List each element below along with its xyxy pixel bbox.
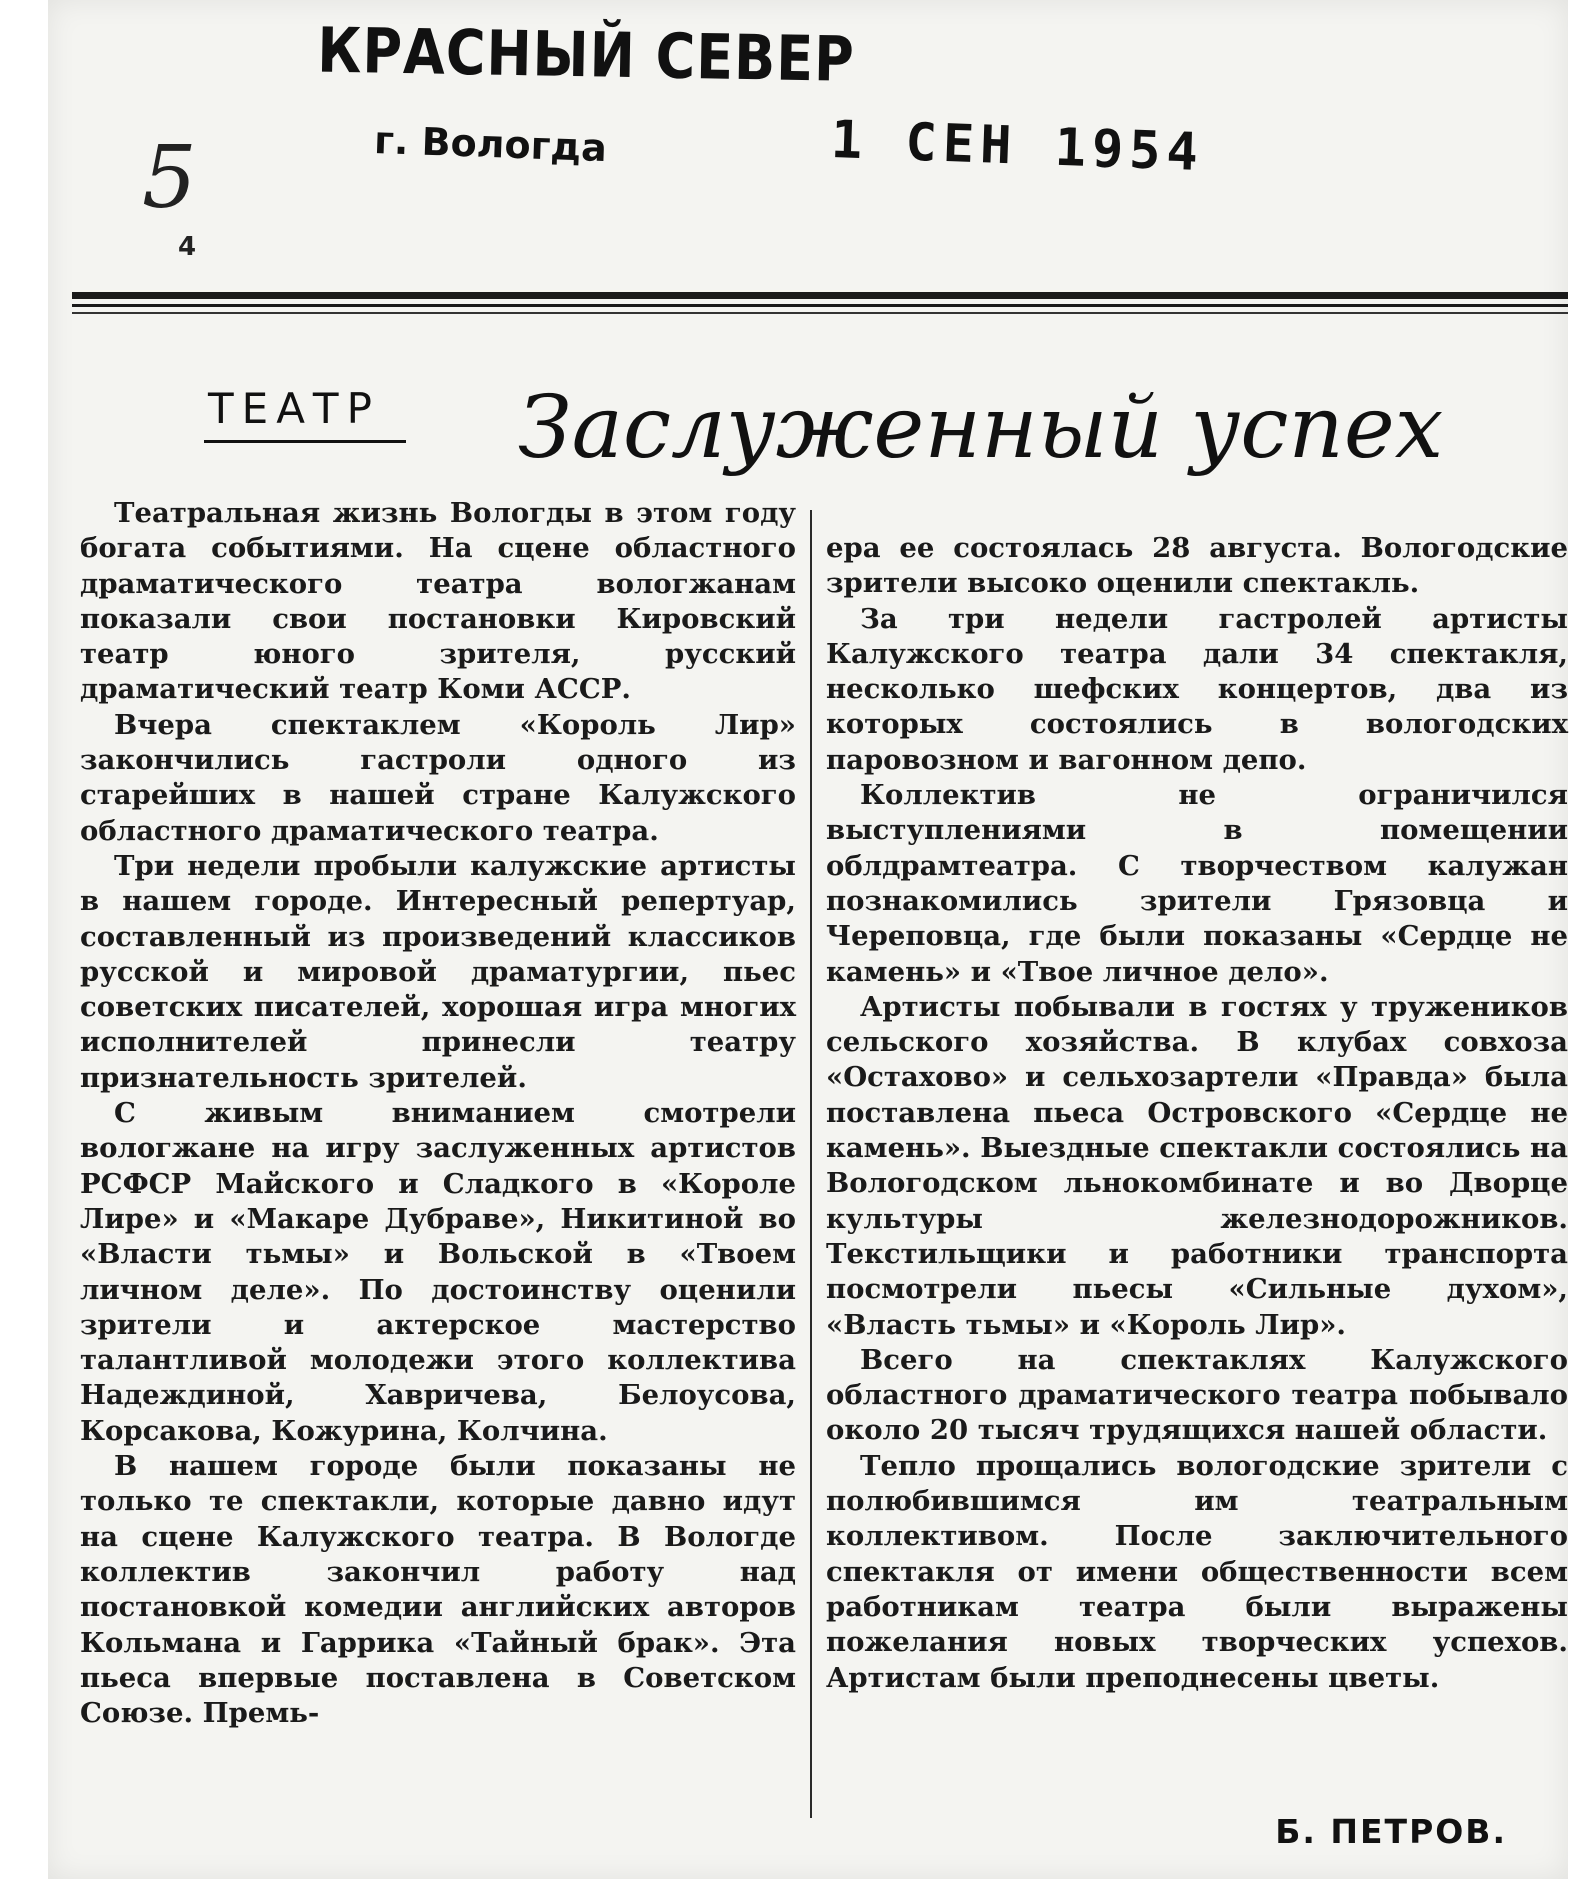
- article-paragraph: Театральная жизнь Вологды в этом году богата событиями. На сцене областного драматического театра вологжанам показали свои постановки Кировский театр юного зрителя, русский драматический театр Коми АССР.: [80, 497, 796, 706]
- article-paragraph: ера ее состоялась 28 августа. Вологодские зрители высоко оценили спектакль.: [826, 532, 1568, 600]
- rubric-label: ТЕАТР: [208, 384, 380, 433]
- article-paragraph: В нашем городе были показаны не только те спектакли, которые давно идут на сцене Калужского театра. В Вологде коллектив закончил работу над постановкой комедии английских авторов Кольмана и Гаррика «Тайный брак». Эта пьеса впервые поставлена в Советском Союзе. Премь-: [80, 1450, 796, 1730]
- article-column-right: [826, 531, 1568, 1696]
- article-headline: Заслуженный успех: [518, 378, 1444, 478]
- article-paragraph: Вчера спектаклем «Король Лир» закончились гастроли одного из старейших в нашей стране Калужского областного драматического театра.: [80, 708, 796, 847]
- header-rule-thin: [72, 304, 1568, 307]
- city-stamp: г. Вологда: [373, 118, 608, 171]
- header-rule: [72, 292, 1568, 299]
- rubric-underline: [204, 440, 406, 443]
- article-paragraph: Три недели пробыли калужские артисты в нашем городе. Интересный репертуар, составленный из произведений классиков русской и мировой драматургии, пьес советских писателей, хорошая игра многих исполнителей принесли театру признательность зрителей.: [80, 849, 796, 1094]
- article-paragraph: Артисты побывали в гостях у тружеников сельского хозяйства. В клубах совхоза «Остахово» и сельхозартели «Правда» была поставлена пьеса Островского «Сердце не камень». Выездные спектакли состоялись на Вологодском льнокомбинате и во Дворце культуры железнодорожников. Текстильщики и работники транспорта посмотрели пьесы «Сильные духом», «Власть тьмы» и «Король Лир».: [826, 990, 1568, 1341]
- article-paragraph: За три недели гастролей артисты Калужского театра дали 34 спектакля, несколько шефских концертов, два из которых состоялись в вологодских паровозном и вагонном депо.: [826, 602, 1568, 776]
- header-rule-thin-lower: [72, 312, 1568, 314]
- article-paragraph: Тепло прощались вологодские зрители с полюбившимся им театральным коллективом. После заключительного спектакля от имени общественности всем работникам театра были выражены пожелания новых творческих успехов. Артистам были преподнесены цветы.: [826, 1449, 1568, 1694]
- article-paragraph: Всего на спектаклях Калужского областного драматического театра побывало около 20 тысяч трудящихся нашей области.: [826, 1343, 1568, 1447]
- article-paragraph: Коллектив не ограничился выступлениями в помещении облдрамтеатра. С творчеством калужан познакомились зрители Грязовца и Череповца, где были показаны «Сердце не камень» и «Твое личное дело».: [826, 779, 1568, 988]
- article-column-left: [80, 496, 796, 1731]
- handwritten-page-number: 5: [142, 128, 197, 228]
- page-margin: [0, 0, 48, 1879]
- newspaper-name-stamp: КРАСНЫЙ СЕВЕР: [316, 14, 856, 96]
- article-paragraph: С живым вниманием смотрели вологжане на игру заслуженных артистов РСФСР Майского и Сладкого в «Короле Лире» и «Макаре Дубраве», Никитиной во «Власти тьмы» и Вольской в «Твоем личном деле». По достоинству оценили зрители и актерское мастерство талантливой молодежи этого коллектива Надеждиной, Хавричева, Белоусова, Корсакова, Кожурина, Колчина.: [80, 1097, 796, 1447]
- article-byline: Б. ПЕТРОВ.: [1275, 1812, 1507, 1851]
- date-stamp: 1 СЕН 1954: [829, 110, 1205, 183]
- column-divider: [810, 510, 812, 1818]
- handwritten-page-subnumber: 4: [178, 232, 197, 262]
